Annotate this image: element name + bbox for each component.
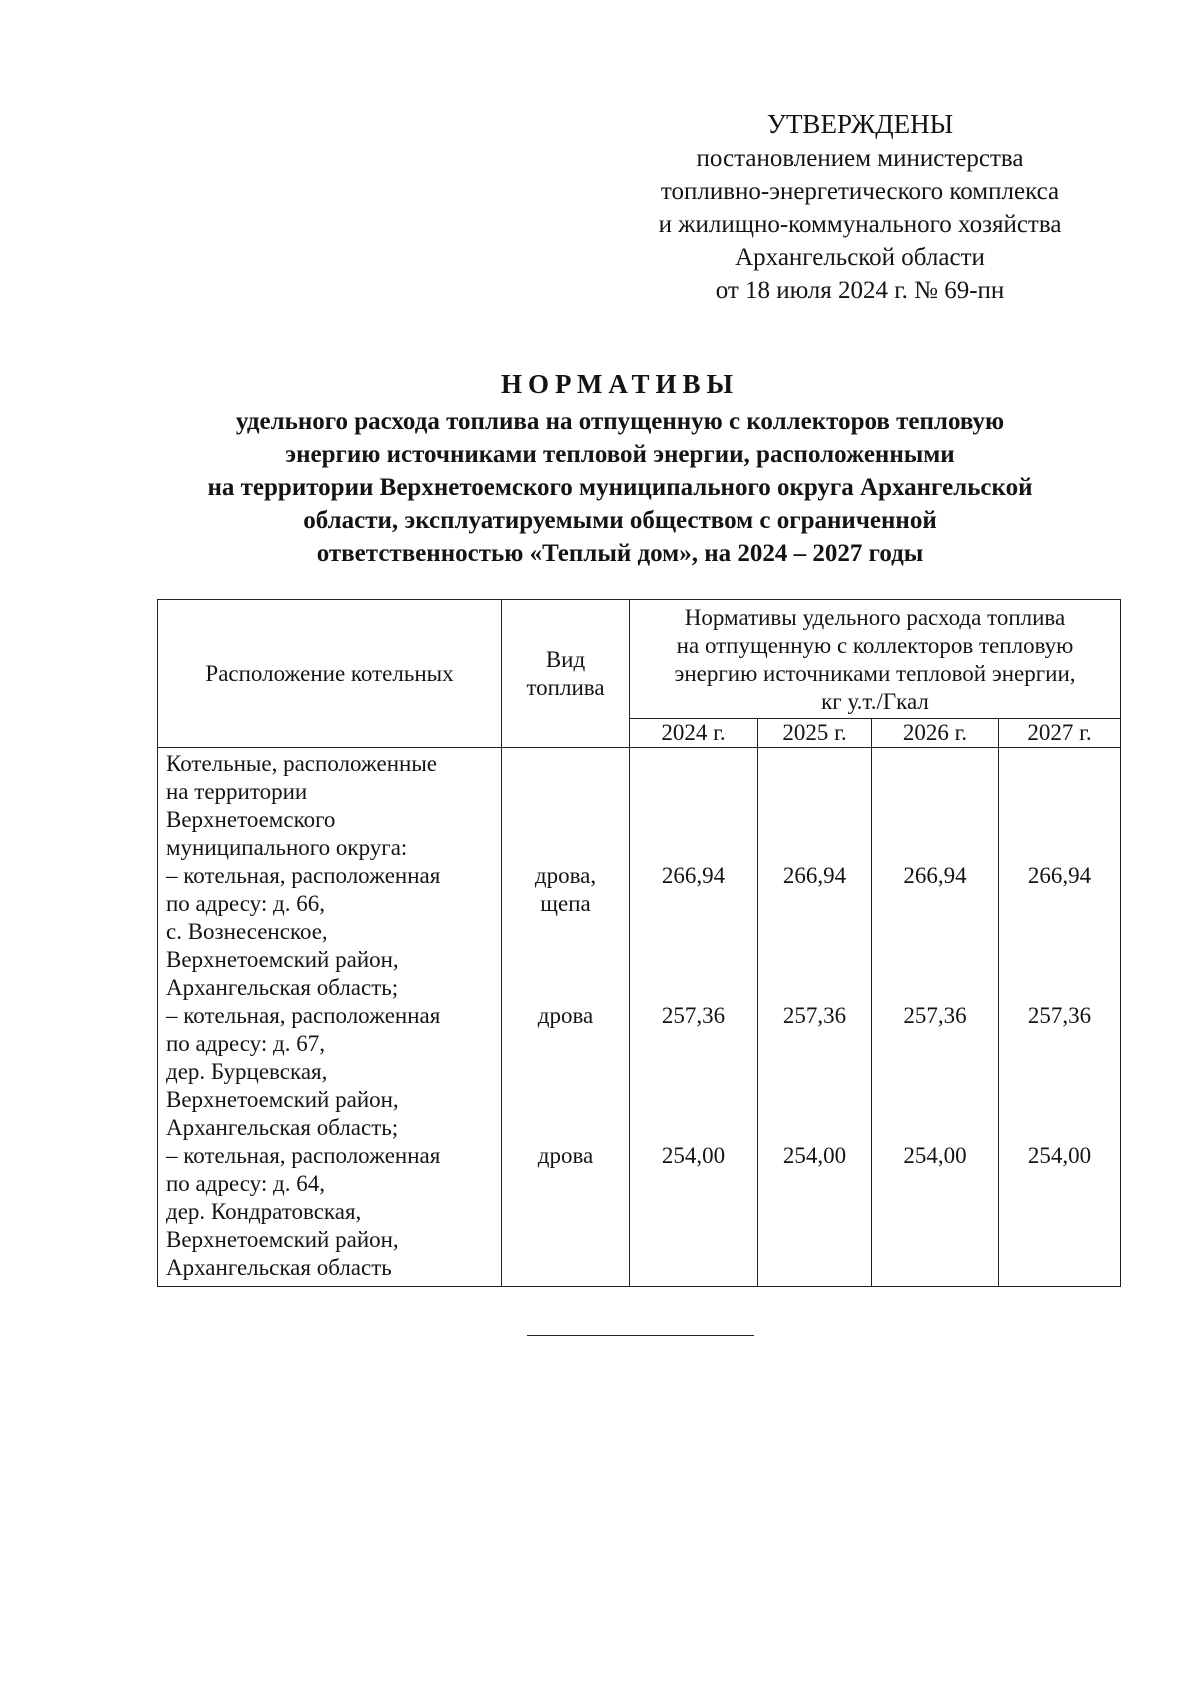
header-year: 2024 г.: [630, 719, 758, 748]
title-main: НОРМАТИВЫ: [500, 369, 740, 399]
closing-separator-line: [527, 1335, 754, 1336]
norm-value: 257,36: [782, 1003, 847, 1028]
header-year: 2025 г.: [758, 719, 872, 748]
approval-line: топливно-энергетического комплекса: [660, 178, 1060, 205]
location-line: по адресу: д. 66,: [166, 891, 325, 916]
approval-block: [620, 108, 1100, 307]
header-norms-line: кг у.т./Гкал: [821, 689, 929, 714]
document-title: [140, 368, 1100, 570]
norm-value: 257,36: [661, 1003, 726, 1028]
norm-value: 266,94: [782, 863, 847, 888]
location-line: Верхнетоемского: [166, 807, 336, 832]
header-fuel-line: топлива: [526, 674, 605, 700]
header-fuel-line: Вид: [545, 646, 586, 672]
cell-year-2025: [758, 748, 872, 1287]
norm-value: 266,94: [903, 863, 967, 888]
header-norms-line: Нормативы удельного расхода топлива: [684, 605, 1066, 630]
location-line: Архангельская область: [166, 1255, 392, 1280]
location-line: на территории: [166, 779, 308, 804]
location-line: – котельная, расположенная: [166, 1143, 441, 1168]
header-norms-line: энергию источниками тепловой энергии,: [674, 661, 1076, 686]
norms-table: [157, 599, 1121, 1287]
cell-year-2027: [999, 748, 1121, 1287]
approval-line: постановлением министерства: [696, 145, 1024, 172]
title-line: удельного расхода топлива на отпущенную с коллекторов тепловую: [235, 408, 1005, 435]
norm-value: 266,94: [1027, 863, 1092, 888]
title-line: области, эксплуатируемыми обществом с ограниченной: [303, 507, 937, 534]
approval-line: Архангельской области: [735, 244, 985, 271]
approval-line: от 18 июля 2024 г. № 69-пн: [715, 277, 1005, 304]
location-line: с. Вознесенское,: [166, 919, 328, 944]
table-header-row: [158, 600, 1121, 719]
fuel-value: [502, 862, 629, 918]
norm-value: 254,00: [661, 1143, 726, 1168]
location-line: Верхнетоемский район,: [166, 947, 399, 972]
norm-value: 254,00: [1027, 1143, 1092, 1168]
location-line: по адресу: д. 67,: [166, 1031, 325, 1056]
title-line: ответственностью «Теплый дом», на 2024 – 2027 годы: [316, 540, 924, 567]
fuel-value: дрова: [537, 1003, 594, 1028]
title-line: энергию источниками тепловой энергии, расположенными: [285, 441, 955, 468]
header-norms-line: на отпущенную с коллекторов тепловую: [676, 633, 1074, 658]
norm-value: 254,00: [903, 1143, 967, 1168]
location-line: Архангельская область;: [166, 1115, 399, 1140]
norm-value: 257,36: [903, 1003, 967, 1028]
location-line: – котельная, расположенная: [166, 1003, 441, 1028]
header-norms: [630, 600, 1121, 719]
location-line: дер. Бурцевская,: [166, 1059, 328, 1084]
norm-value: 266,94: [661, 863, 726, 888]
title-line: на территории Верхнетоемского муниципального округа Архангельской: [207, 474, 1033, 501]
location-line: муниципального округа:: [166, 835, 408, 860]
fuel-line: дрова,: [534, 863, 597, 888]
location-line: Архангельская область;: [166, 975, 399, 1000]
location-line: Верхнетоемский район,: [166, 1227, 399, 1252]
header-location: Расположение котельных: [158, 600, 502, 748]
norm-value: 254,00: [782, 1143, 847, 1168]
location-line: дер. Кондратовская,: [166, 1199, 362, 1224]
location-line: по адресу: д. 64,: [166, 1171, 325, 1196]
header-fuel: [502, 600, 630, 748]
fuel-line: щепа: [540, 891, 591, 916]
location-line: Верхнетоемский район,: [166, 1087, 399, 1112]
location-line: Котельные, расположенные: [166, 751, 437, 776]
cell-fuel-column: [502, 748, 630, 1287]
table-row: [158, 748, 1121, 1287]
location-line: – котельная, расположенная: [166, 863, 441, 888]
cell-location: [158, 748, 502, 1287]
approval-line: и жилищно-коммунального хозяйства: [658, 211, 1062, 238]
cell-year-2024: [630, 748, 758, 1287]
header-year: 2026 г.: [872, 719, 999, 748]
approval-heading: УТВЕРЖДЕНЫ: [766, 109, 954, 139]
norm-value: 257,36: [1027, 1003, 1092, 1028]
fuel-value: дрова: [537, 1143, 594, 1168]
cell-year-2026: [872, 748, 999, 1287]
header-year: 2027 г.: [999, 719, 1121, 748]
